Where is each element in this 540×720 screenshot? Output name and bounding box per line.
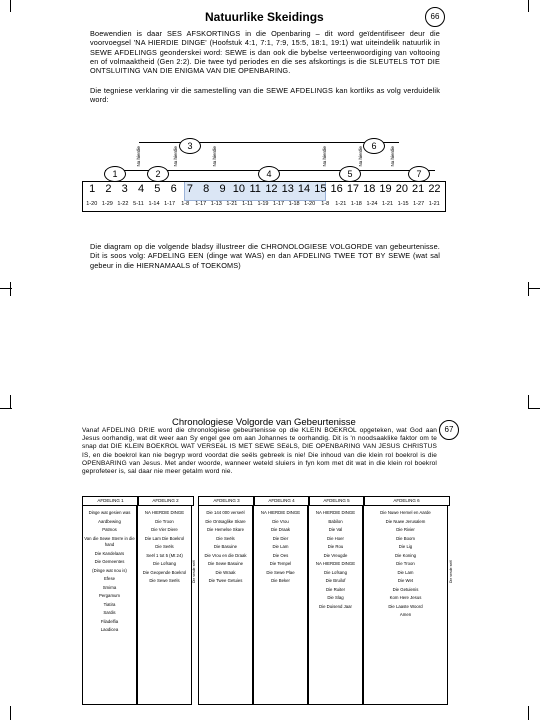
chapter-ref: 1-20: [304, 201, 316, 207]
vertical-label: Na hierdie: [136, 146, 141, 167]
table-cell: Die Draak: [270, 527, 291, 532]
table-cell: Die Beker: [271, 578, 290, 583]
table-column: [253, 505, 308, 705]
chapter-ref: 1-21: [382, 201, 394, 207]
table-column: [198, 505, 253, 705]
chapter-number: 19: [379, 183, 392, 195]
table-column: [137, 505, 192, 705]
table-cell: Die Nuwe Hemel en Aarde: [380, 510, 431, 515]
table-cell: Die Duisend Jaar: [319, 603, 352, 609]
table-cell: Die Laaste Woord: [388, 603, 423, 609]
table-cell: Die Bruilof: [325, 578, 346, 583]
chapter-ref: 1-18: [288, 201, 300, 207]
table-cell: Die Seëls: [216, 535, 235, 541]
table-cell: Sardis: [103, 610, 116, 615]
crop-mark: [0, 408, 12, 409]
chapter-ref: 1-17: [273, 201, 285, 207]
side-label: Die sesde seël: [449, 560, 453, 583]
chapter-ref: 1-22: [117, 201, 129, 207]
chapter-number: 11: [249, 183, 261, 195]
chapter-number: 16: [330, 183, 343, 195]
table-header: AFDELING 3: [198, 496, 255, 506]
page-number: 66: [425, 7, 445, 27]
table-cell: NA HIERDIE DINGE: [315, 510, 356, 515]
chapter-number: 15: [314, 183, 327, 195]
table-cell: Die Geopende Boekrol: [142, 569, 187, 575]
chapter-number: 6: [170, 183, 177, 195]
vertical-label: Na hierdie: [173, 146, 178, 167]
chapter-ref: 1-15: [397, 201, 409, 207]
table-cell: Die Vier Diere: [151, 527, 178, 532]
section-bubble-5: 5: [339, 166, 361, 182]
vertical-label: Na hierdie: [212, 146, 217, 167]
crop-mark: [528, 706, 529, 720]
table-cell: Die Vrou: [272, 518, 289, 524]
table-cell: Die Nuwe Jerusalem: [385, 518, 426, 524]
table-cell: Die Basuine: [213, 544, 238, 549]
paragraph: Die tegniese verklaring vir die samestelling van die SEWE AFDELINGS kan kortliks as volg verduidelik word:: [90, 86, 440, 105]
table-cell: Die Rivier: [396, 527, 415, 532]
crop-mark: [10, 395, 11, 409]
table-cell: Die Vrou en die Draak: [204, 552, 247, 558]
page-title: Natuurlike Skeidings: [205, 10, 324, 24]
table-cell: Die Seëls: [155, 544, 174, 549]
table-cell: Aardbewing: [98, 518, 121, 524]
chapter-ref: 1-21: [226, 201, 238, 207]
table-cell: Die Slag: [327, 595, 344, 600]
table-cell: Die Gemeentes: [94, 559, 125, 564]
table-header: AFDELING 6: [363, 496, 450, 506]
table-cell: Die Hemelse Skare: [206, 527, 244, 532]
chapter-ref: 1-24: [366, 201, 378, 207]
table-cell: Die Sewe Basuine: [207, 561, 244, 566]
section-bubble-6: 6: [363, 138, 385, 154]
table-cell: Die Wraak: [215, 569, 236, 575]
table-cell: Die Twee Getuies: [208, 578, 243, 583]
crop-mark: [528, 408, 540, 409]
section-bubble-2: 2: [147, 166, 169, 182]
table-cell: Die Troon: [396, 561, 415, 566]
table-cell: Die Kandelaars: [94, 550, 125, 556]
table-cell: Die Lam: [272, 544, 289, 549]
chapter-number: 22: [428, 183, 441, 195]
chapter-number: 10: [232, 183, 245, 195]
table-cell: Die Ontsaglike Skare: [205, 518, 246, 524]
table-cell: Tiatira: [103, 601, 116, 607]
table-header: AFDELING 4: [253, 496, 310, 506]
table-cell: Van die Sewe Sterre in die hand: [84, 535, 135, 547]
table-cell: Dinge wat gesien was: [88, 510, 131, 515]
chapter-ref: 1-14: [148, 201, 160, 207]
chapter-number: 5: [154, 183, 161, 195]
chapter-number: 3: [121, 183, 128, 195]
section-bubble-1: 1: [104, 166, 126, 182]
table-cell: Die Val: [328, 527, 343, 532]
chapter-ref: 1-11: [242, 201, 253, 207]
table-cell: Die Wet: [397, 578, 414, 583]
table-cell: Die Lam: [397, 569, 414, 575]
chapter-number: 2: [105, 183, 112, 195]
chapter-number: 1: [89, 183, 96, 195]
table-header: AFDELING 5: [308, 496, 365, 506]
chapter-ref: 1-8: [181, 201, 190, 207]
chapter-number: 21: [412, 183, 425, 195]
section-bubble-4: 4: [258, 166, 280, 182]
table-cell: Die Lig: [398, 544, 413, 549]
table-cell: Die Oes: [272, 552, 289, 558]
table-cell: Die Lofsang: [153, 561, 176, 566]
crop-mark: [528, 395, 529, 409]
chapter-number: 13: [281, 183, 294, 195]
table-cell: Die Getuienis: [392, 586, 419, 592]
table-cell: Die 144 000 verseël: [206, 510, 245, 515]
table-cell: Filadelfia: [100, 618, 119, 624]
section-diagram: [0, 0, 540, 240]
table-cell: Seël 1 tot 5 (Mt 24): [146, 552, 183, 558]
crop-mark: [528, 282, 529, 296]
vertical-label: Na hierdie: [322, 146, 327, 167]
page-number: 67: [439, 420, 459, 440]
chapter-number: 12: [265, 183, 278, 195]
chapter-number: 7: [186, 183, 193, 195]
chapter-number: 8: [203, 183, 210, 195]
chapter-ref: 1-18: [350, 201, 362, 207]
table-column: [363, 505, 448, 705]
chapter-number: 18: [363, 183, 376, 195]
chapter-number: 4: [137, 183, 145, 195]
table-cell: Efese: [104, 576, 115, 581]
table-cell: (Dinge wat nou is): [92, 567, 127, 573]
chapter-number: 9: [219, 183, 226, 195]
table-cell: Pergamum: [98, 593, 120, 598]
paragraph: Boewendien is daar SES AFSKORTINGS in die Openbaring – dit word geïdentifiseer deur die voorvoegsel 'NA HIERDIE DINGE' (Hoofstuk 4:1, 7:1, 7:9, 15:5, 18:1, 19:1) wat uiteindelik natuurlik in SEWE AFDELINGS geonderskei word: SEWE is dan ook die bybelse verteenwoordiging van voltooing en of volmaaktheid (Gen 2:2). Die twee tyd periodes en die ses afskortings is die SLEUTELS TOT DIE ONTSLUITING VAN DIE ENIGMA VAN DIE OPENBARING.: [90, 29, 440, 76]
crop-mark: [10, 706, 11, 720]
chapter-ref: 1-17: [164, 201, 176, 207]
chapter-ref: 1-20: [86, 201, 98, 207]
chapter-ref: 1-21: [428, 201, 440, 207]
table-cell: Die Koning: [394, 552, 417, 558]
table-column: [82, 505, 137, 705]
crop-mark: [10, 282, 11, 296]
page-title: Chronologiese Volgorde van Gebeurtenisse: [172, 417, 356, 428]
chapter-number: 20: [395, 183, 408, 195]
table-cell: Die Troon: [155, 518, 174, 524]
table-cell: Die Boom: [396, 535, 415, 541]
paragraph: Vanaf AFDELING DRIE word die chronologiese gebeurtenisse op die KLEIN BOEKROL opgeteken, wat God aan Jesus oorhandig, wat dit weer aan Sy engel gee om aan Johannes te oorhandig. Dit is 'n noodsaaklike faktor om te snap dat DIE KLEIN BOEKROL WAT VERSEëL IS MET SEWE SEëLS, DIE OPENBARING VAN JESUS CHRISTUS IS, en die boekrol kan nie begryp word voordat die seëls gebreek is nie! Die inhoud van die klein rol boekrol is die OPENBARING van Jesus. Met ander woorde, wanneer weteld sluiers in fyn kom met dit wat in die klein rol boekrol geprofeteer is, sal daar nie meer getalm word nie.: [82, 427, 437, 476]
table-cell: Laodicea: [100, 627, 119, 632]
paragraph: Die diagram op die volgende bladsy illustreer die CHRONOLOGIESE VOLGORDE van gebeurtenisse. Dit is soos volg: AFDELING EEN (dinge wat WAS) en dan AFDELING TWEE TOT BY SEWE (wat sal gebeur in die HIERNAMAALS of TOEKOMS): [90, 242, 440, 270]
chapter-ref: 1-17: [195, 201, 207, 207]
table-cell: NA HIERDIE DINGE: [260, 510, 301, 515]
table-header: AFDELING 1: [82, 496, 139, 506]
chapter-ref: 1-13: [210, 201, 222, 207]
table-cell: Amen: [399, 612, 412, 617]
chapter-ref: 1-21: [335, 201, 347, 207]
section-bubble-3: 3: [179, 138, 201, 154]
table-cell: Smirna: [102, 584, 117, 590]
vertical-label: Na hierdie: [390, 146, 395, 167]
chapter-ref: 1-19: [257, 201, 269, 207]
section-bubble-7: 7: [408, 166, 430, 182]
table-cell: NA HIERDIE DINGE: [315, 561, 356, 566]
table-cell: Die Sewe Plae: [266, 569, 295, 575]
chapter-ref: 1-27: [413, 201, 425, 207]
bracket-line: [139, 142, 399, 143]
table-cell: Die Vreugde: [323, 552, 348, 558]
table-cell: Die Lam Die Boekrol: [144, 535, 185, 541]
side-label: Die sesde seël: [192, 560, 196, 583]
chapter-ref: 5-11: [133, 201, 144, 207]
table-cell: Die Dier: [272, 535, 289, 541]
table-cell: Die Hoer: [327, 535, 344, 541]
table-header: AFDELING 2: [137, 496, 194, 506]
table-cell: Kom Here Jesus: [389, 595, 422, 600]
table-cell: Patmos: [102, 527, 117, 532]
table-cell: Die Sewe Seëls: [149, 578, 180, 583]
table-cell: Die Tempel: [269, 561, 292, 566]
table-cell: Babilon: [328, 518, 343, 524]
crop-mark: [528, 288, 540, 289]
table-cell: Die Lofsang: [324, 569, 347, 575]
chapter-ref: 1-29: [101, 201, 113, 207]
chapter-ref: 1-8: [321, 201, 330, 207]
table-cell: Die Rou: [327, 544, 344, 549]
table-cell: NA HIERDIE DINGE: [144, 510, 185, 515]
vertical-label: Na hierdie: [358, 146, 363, 167]
table-cell: Die Ruiter: [325, 586, 346, 592]
chapter-number: 17: [346, 183, 360, 195]
chapter-number: 14: [297, 183, 311, 195]
table-column: [308, 505, 363, 705]
